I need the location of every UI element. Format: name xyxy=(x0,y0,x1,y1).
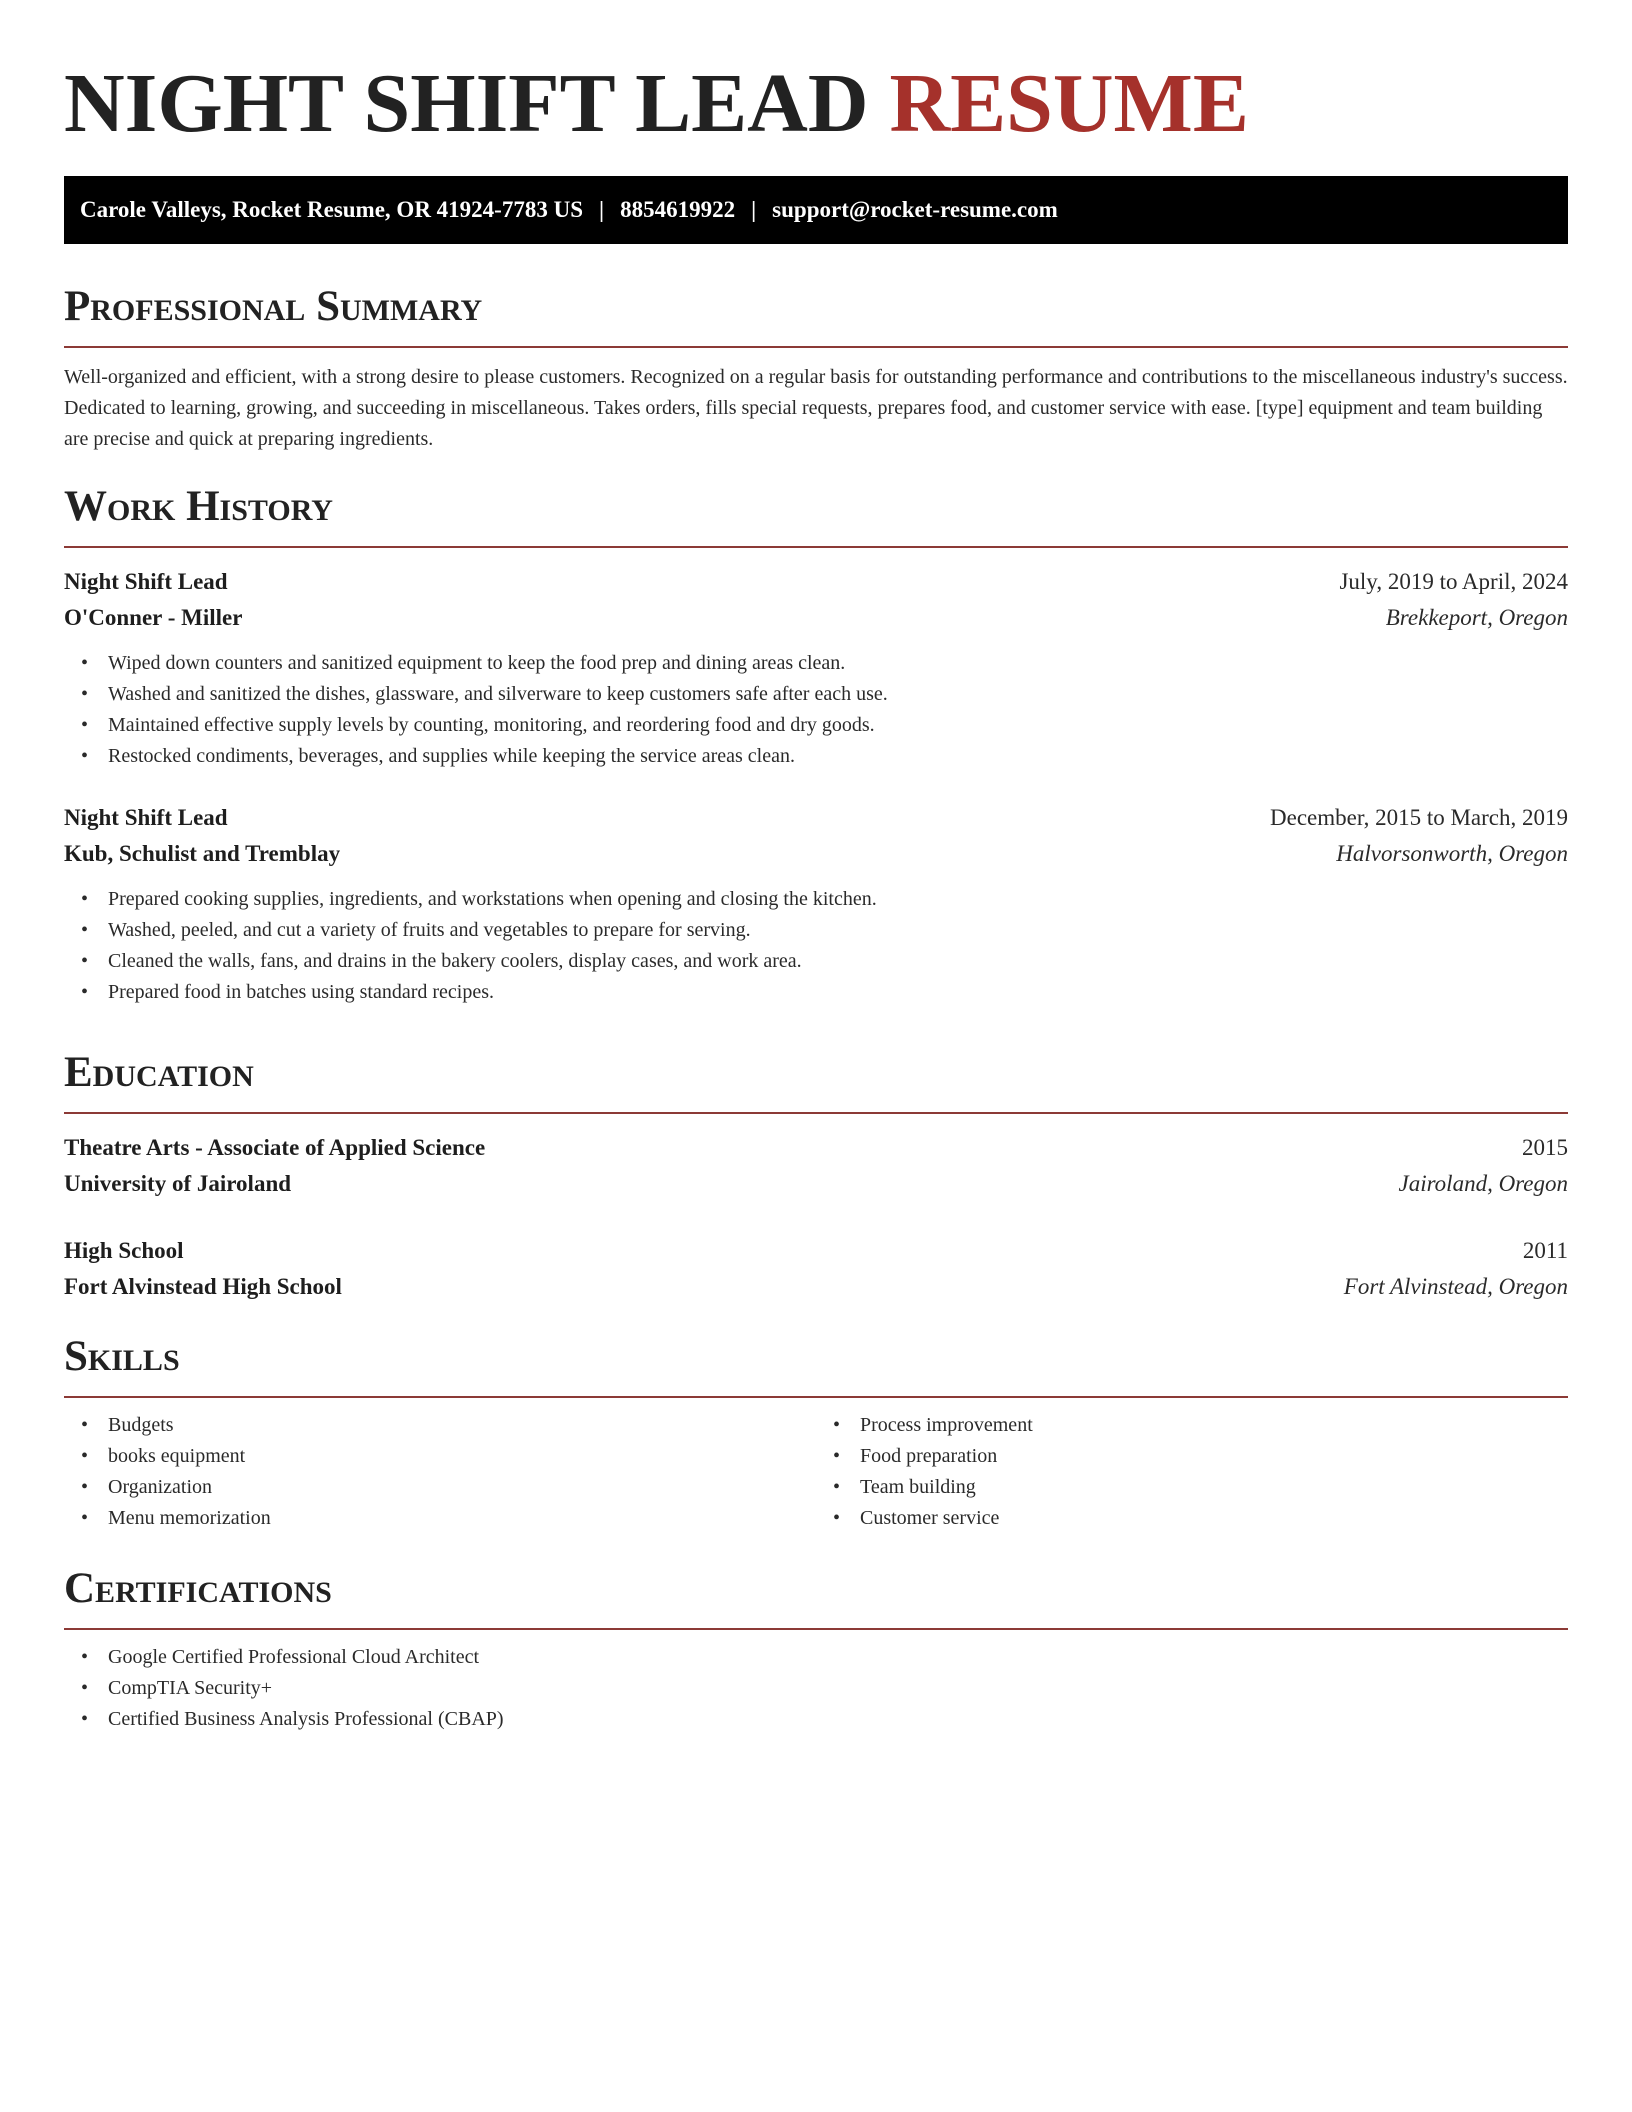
resume-title-accent: RESUME xyxy=(889,57,1249,150)
contact-phone: 8854619922 xyxy=(620,197,736,222)
list-item: • Prepared food in batches using standard recipes. xyxy=(108,977,1568,1008)
contact-bar xyxy=(64,176,1568,244)
job-company: O'Conner - Miller xyxy=(64,605,243,630)
job-title: Night Shift Lead xyxy=(64,569,228,594)
job-bullets xyxy=(64,648,1568,772)
section-heading-skills: Skills xyxy=(64,1333,180,1380)
education-school: Fort Alvinstead High School xyxy=(64,1274,342,1299)
section-divider xyxy=(64,546,1568,548)
section-heading-summary: Professional Summary xyxy=(64,283,483,330)
job-entry xyxy=(64,564,1568,772)
skills-column-right xyxy=(816,1410,1568,1534)
list-item: • Google Certified Professional Cloud Architect xyxy=(108,1642,1568,1673)
education-degree: Theatre Arts - Associate of Applied Science xyxy=(64,1135,486,1160)
education-year: 2011 xyxy=(1522,1238,1568,1263)
section-heading-education: Education xyxy=(64,1049,254,1096)
skills-grid xyxy=(64,1410,1568,1534)
summary-section xyxy=(64,282,1568,455)
list-item: • Customer service xyxy=(860,1503,1568,1534)
education-school: University of Jairoland xyxy=(64,1171,292,1196)
job-location: Brekkeport, Oregon xyxy=(1385,605,1568,630)
list-item: • CompTIA Security+ xyxy=(108,1673,1568,1704)
list-item: • Organization xyxy=(108,1472,816,1503)
certifications-section xyxy=(64,1564,1568,1735)
contact-separator: | xyxy=(599,197,605,222)
education-location: Fort Alvinstead, Oregon xyxy=(1343,1274,1568,1299)
list-item: • Wiped down counters and sanitized equipment to keep the food prep and dining areas clean. xyxy=(108,648,1568,679)
job-location: Halvorsonworth, Oregon xyxy=(1336,841,1568,866)
job-dates: July, 2019 to April, 2024 xyxy=(1339,569,1568,594)
summary-text: Well-organized and efficient, with a strong desire to please customers. Recognized on a regular basis for outstanding performance and contributions to the miscellaneous industry's success. Dedicated to learning, growing, and succeeding in miscellaneous. Takes orders, fills special requests, prepares food, and customer service with ease. [type] equipment and team building are precise and quick at preparing ingredients. xyxy=(64,366,1568,450)
certifications-list xyxy=(64,1642,1568,1735)
contact-address: Carole Valleys, Rocket Resume, OR 41924-7783 US xyxy=(80,197,583,222)
job-entry xyxy=(64,800,1568,1008)
section-divider xyxy=(64,1112,1568,1114)
education-degree: High School xyxy=(64,1238,184,1263)
list-item: • Menu memorization xyxy=(108,1503,816,1534)
section-divider xyxy=(64,346,1568,348)
contact-email: support@rocket-resume.com xyxy=(772,197,1058,222)
section-heading-certifications: Certifications xyxy=(64,1565,332,1612)
resume-page xyxy=(64,0,1568,1730)
skills-section xyxy=(64,1332,1568,1534)
resume-title-main: NIGHT SHIFT LEAD xyxy=(64,57,869,150)
list-item: • Washed and sanitized the dishes, glassware, and silverware to keep customers safe after each use. xyxy=(108,679,1568,710)
section-divider xyxy=(64,1628,1568,1630)
education-section xyxy=(64,1048,1568,1305)
education-location: Jairoland, Oregon xyxy=(1398,1171,1568,1196)
education-entry xyxy=(64,1130,1568,1202)
job-company: Kub, Schulist and Tremblay xyxy=(64,841,341,866)
job-title: Night Shift Lead xyxy=(64,805,228,830)
job-bullets xyxy=(64,884,1568,1008)
list-item: • Restocked condiments, beverages, and supplies while keeping the service areas clean. xyxy=(108,741,1568,772)
section-heading-work-history: Work History xyxy=(64,483,333,530)
work-history-section xyxy=(64,482,1568,1008)
list-item: • Team building xyxy=(860,1472,1568,1503)
resume-title xyxy=(64,0,1568,154)
list-item: • Washed, peeled, and cut a variety of fruits and vegetables to prepare for serving. xyxy=(108,915,1568,946)
job-dates: December, 2015 to March, 2019 xyxy=(1270,805,1568,830)
list-item: • Food preparation xyxy=(860,1441,1568,1472)
education-year: 2015 xyxy=(1522,1135,1568,1160)
section-divider xyxy=(64,1396,1568,1398)
list-item: • Process improvement xyxy=(860,1410,1568,1441)
list-item: • Cleaned the walls, fans, and drains in the bakery coolers, display cases, and work area. xyxy=(108,946,1568,977)
list-item: • Maintained effective supply levels by counting, monitoring, and reordering food and dry goods. xyxy=(108,710,1568,741)
list-item: • Certified Business Analysis Professional (CBAP) xyxy=(108,1704,1568,1735)
list-item: • Prepared cooking supplies, ingredients, and workstations when opening and closing the kitchen. xyxy=(108,884,1568,915)
list-item: • books equipment xyxy=(108,1441,816,1472)
contact-separator: | xyxy=(751,197,757,222)
education-entry xyxy=(64,1233,1568,1305)
skills-column-left xyxy=(64,1410,816,1534)
list-item: • Budgets xyxy=(108,1410,816,1441)
